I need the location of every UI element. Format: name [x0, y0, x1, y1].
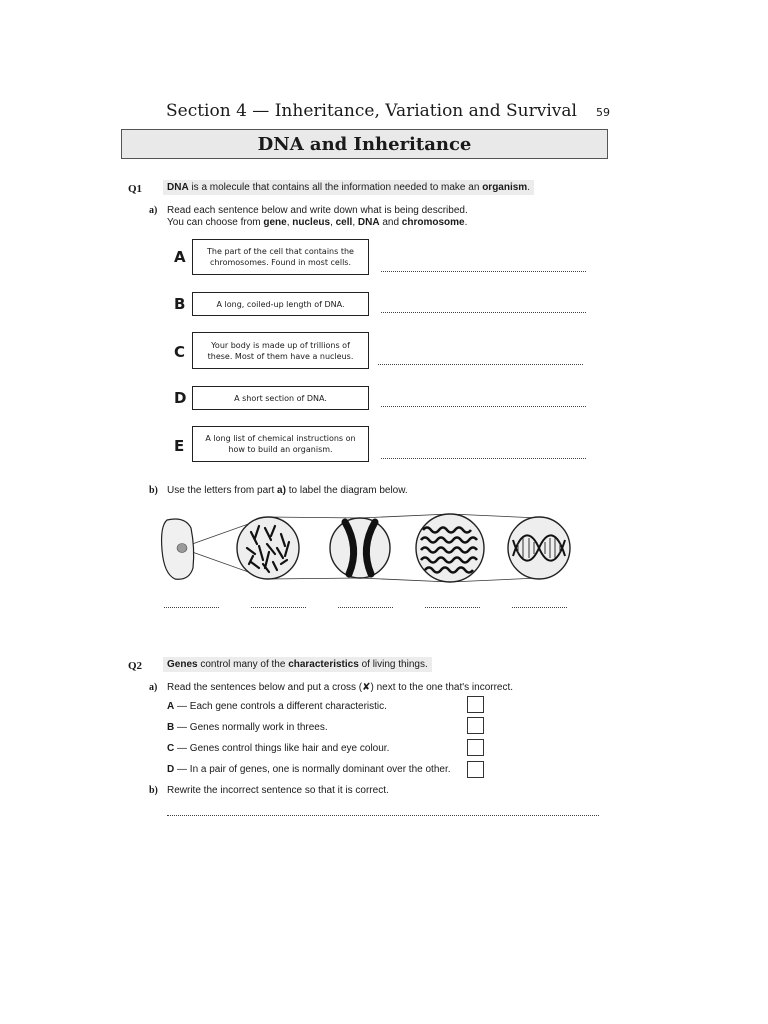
- diagram-label-line-1[interactable]: [164, 607, 219, 608]
- clue-box-e: A long list of chemical instructions on how to build an organism.: [192, 426, 369, 462]
- q2a-instruction: Read the sentences below and put a cross (✘) next to the one that's incorrect.: [167, 682, 514, 693]
- statement-b: [167, 722, 328, 734]
- cell-to-dna-diagram: [155, 508, 575, 588]
- q1-intro-term: DNA: [167, 182, 189, 193]
- q1b-instruction: [167, 485, 408, 497]
- answer-line-e[interactable]: [381, 458, 586, 459]
- cross-box-a[interactable]: [467, 696, 484, 713]
- choice-word: DNA: [357, 217, 380, 228]
- separator: and: [379, 217, 402, 228]
- clue-letter-e: E: [174, 437, 185, 455]
- q2-intro-term2: characteristics: [288, 659, 359, 670]
- separator: ,: [352, 217, 358, 228]
- clue-letter-a: A: [174, 248, 186, 266]
- q1-intro: [163, 180, 534, 195]
- page-title: DNA and Inheritance: [121, 129, 608, 159]
- statement-key: C: [167, 743, 175, 754]
- choice-word: chromosome: [401, 217, 465, 228]
- answer-line-a[interactable]: [381, 271, 586, 272]
- q1b-text: Use the letters from part: [167, 485, 278, 496]
- section-title: Section 4 — Inheritance, Variation and Survival: [166, 101, 577, 121]
- clue-box-c: Your body is made up of trillions of these. Most of them have a nucleus.: [192, 332, 369, 369]
- q1a-choices-prefix: You can choose from: [167, 217, 264, 228]
- choice-word: gene: [263, 217, 287, 228]
- dna-helix-icon: [508, 517, 570, 579]
- diagram-label-line-3[interactable]: [338, 607, 393, 608]
- answer-line-q2b[interactable]: [167, 815, 599, 816]
- clue-letter-c: C: [174, 343, 186, 361]
- q2b-label: b): [149, 785, 158, 796]
- page-number: 59: [596, 106, 610, 119]
- diagram-label-line-2[interactable]: [251, 607, 306, 608]
- question-number-q1: Q1: [128, 183, 143, 195]
- choice-word: nucleus: [292, 217, 331, 228]
- q1-intro-text: is a molecule that contains all the information needed to make an: [188, 182, 483, 193]
- answer-line-d[interactable]: [381, 406, 586, 407]
- q1-intro-end: .: [527, 182, 530, 193]
- q2b-instruction: Rewrite the incorrect sentence so that it is correct.: [167, 785, 389, 796]
- statement-c: [167, 743, 389, 755]
- statement-text: — Genes control things like hair and eye colour.: [174, 743, 390, 754]
- diagram-label-line-4[interactable]: [425, 607, 480, 608]
- separator: ,: [330, 217, 336, 228]
- q1-intro-term2: organism: [482, 182, 528, 193]
- q2-intro-term: Genes: [167, 659, 198, 670]
- cross-box-b[interactable]: [467, 717, 484, 734]
- q1b-ref: a): [277, 485, 286, 496]
- chromosome-icon: [330, 518, 390, 578]
- statement-text: — Each gene controls a different characteristic.: [174, 701, 387, 712]
- question-number-q2: Q2: [128, 660, 143, 672]
- statement-d: [167, 764, 451, 776]
- q1a-label: a): [149, 205, 158, 216]
- statement-a: [167, 701, 387, 713]
- q2-intro: [163, 657, 432, 672]
- choice-word: cell: [335, 217, 353, 228]
- separator: .: [464, 217, 468, 228]
- q2-intro-end: of living things.: [358, 659, 428, 670]
- q1b-text-end: to label the diagram below.: [285, 485, 408, 496]
- q1b-label: b): [149, 485, 158, 496]
- q2-intro-text: control many of the: [197, 659, 289, 670]
- q2a-label: a): [149, 682, 158, 693]
- diagram-label-line-5[interactable]: [512, 607, 567, 608]
- answer-line-c[interactable]: [378, 364, 583, 365]
- nucleus-icon: [237, 517, 299, 579]
- separator: ,: [286, 217, 293, 228]
- cross-box-c[interactable]: [467, 739, 484, 756]
- statement-text: — In a pair of genes, one is normally dominant over the other.: [174, 764, 451, 775]
- statement-text: — Genes normally work in threes.: [174, 722, 328, 733]
- clue-box-d: A short section of DNA.: [192, 386, 369, 410]
- coiled-dna-icon: [416, 514, 484, 582]
- statement-key: B: [167, 722, 175, 733]
- cross-box-d[interactable]: [467, 761, 484, 778]
- cell-icon: [162, 519, 194, 579]
- q1a-instruction-line1: Read each sentence below and write down what is being described.: [167, 205, 468, 216]
- statement-key: D: [167, 764, 175, 775]
- answer-line-b[interactable]: [381, 312, 586, 313]
- clue-letter-b: B: [174, 295, 186, 313]
- clue-letter-d: D: [174, 389, 187, 407]
- clue-box-a: The part of the cell that contains the chromosomes. Found in most cells.: [192, 239, 369, 275]
- clue-box-b: A long, coiled-up length of DNA.: [192, 292, 369, 316]
- statement-key: A: [167, 701, 175, 712]
- q1a-instruction-line2: [167, 217, 467, 229]
